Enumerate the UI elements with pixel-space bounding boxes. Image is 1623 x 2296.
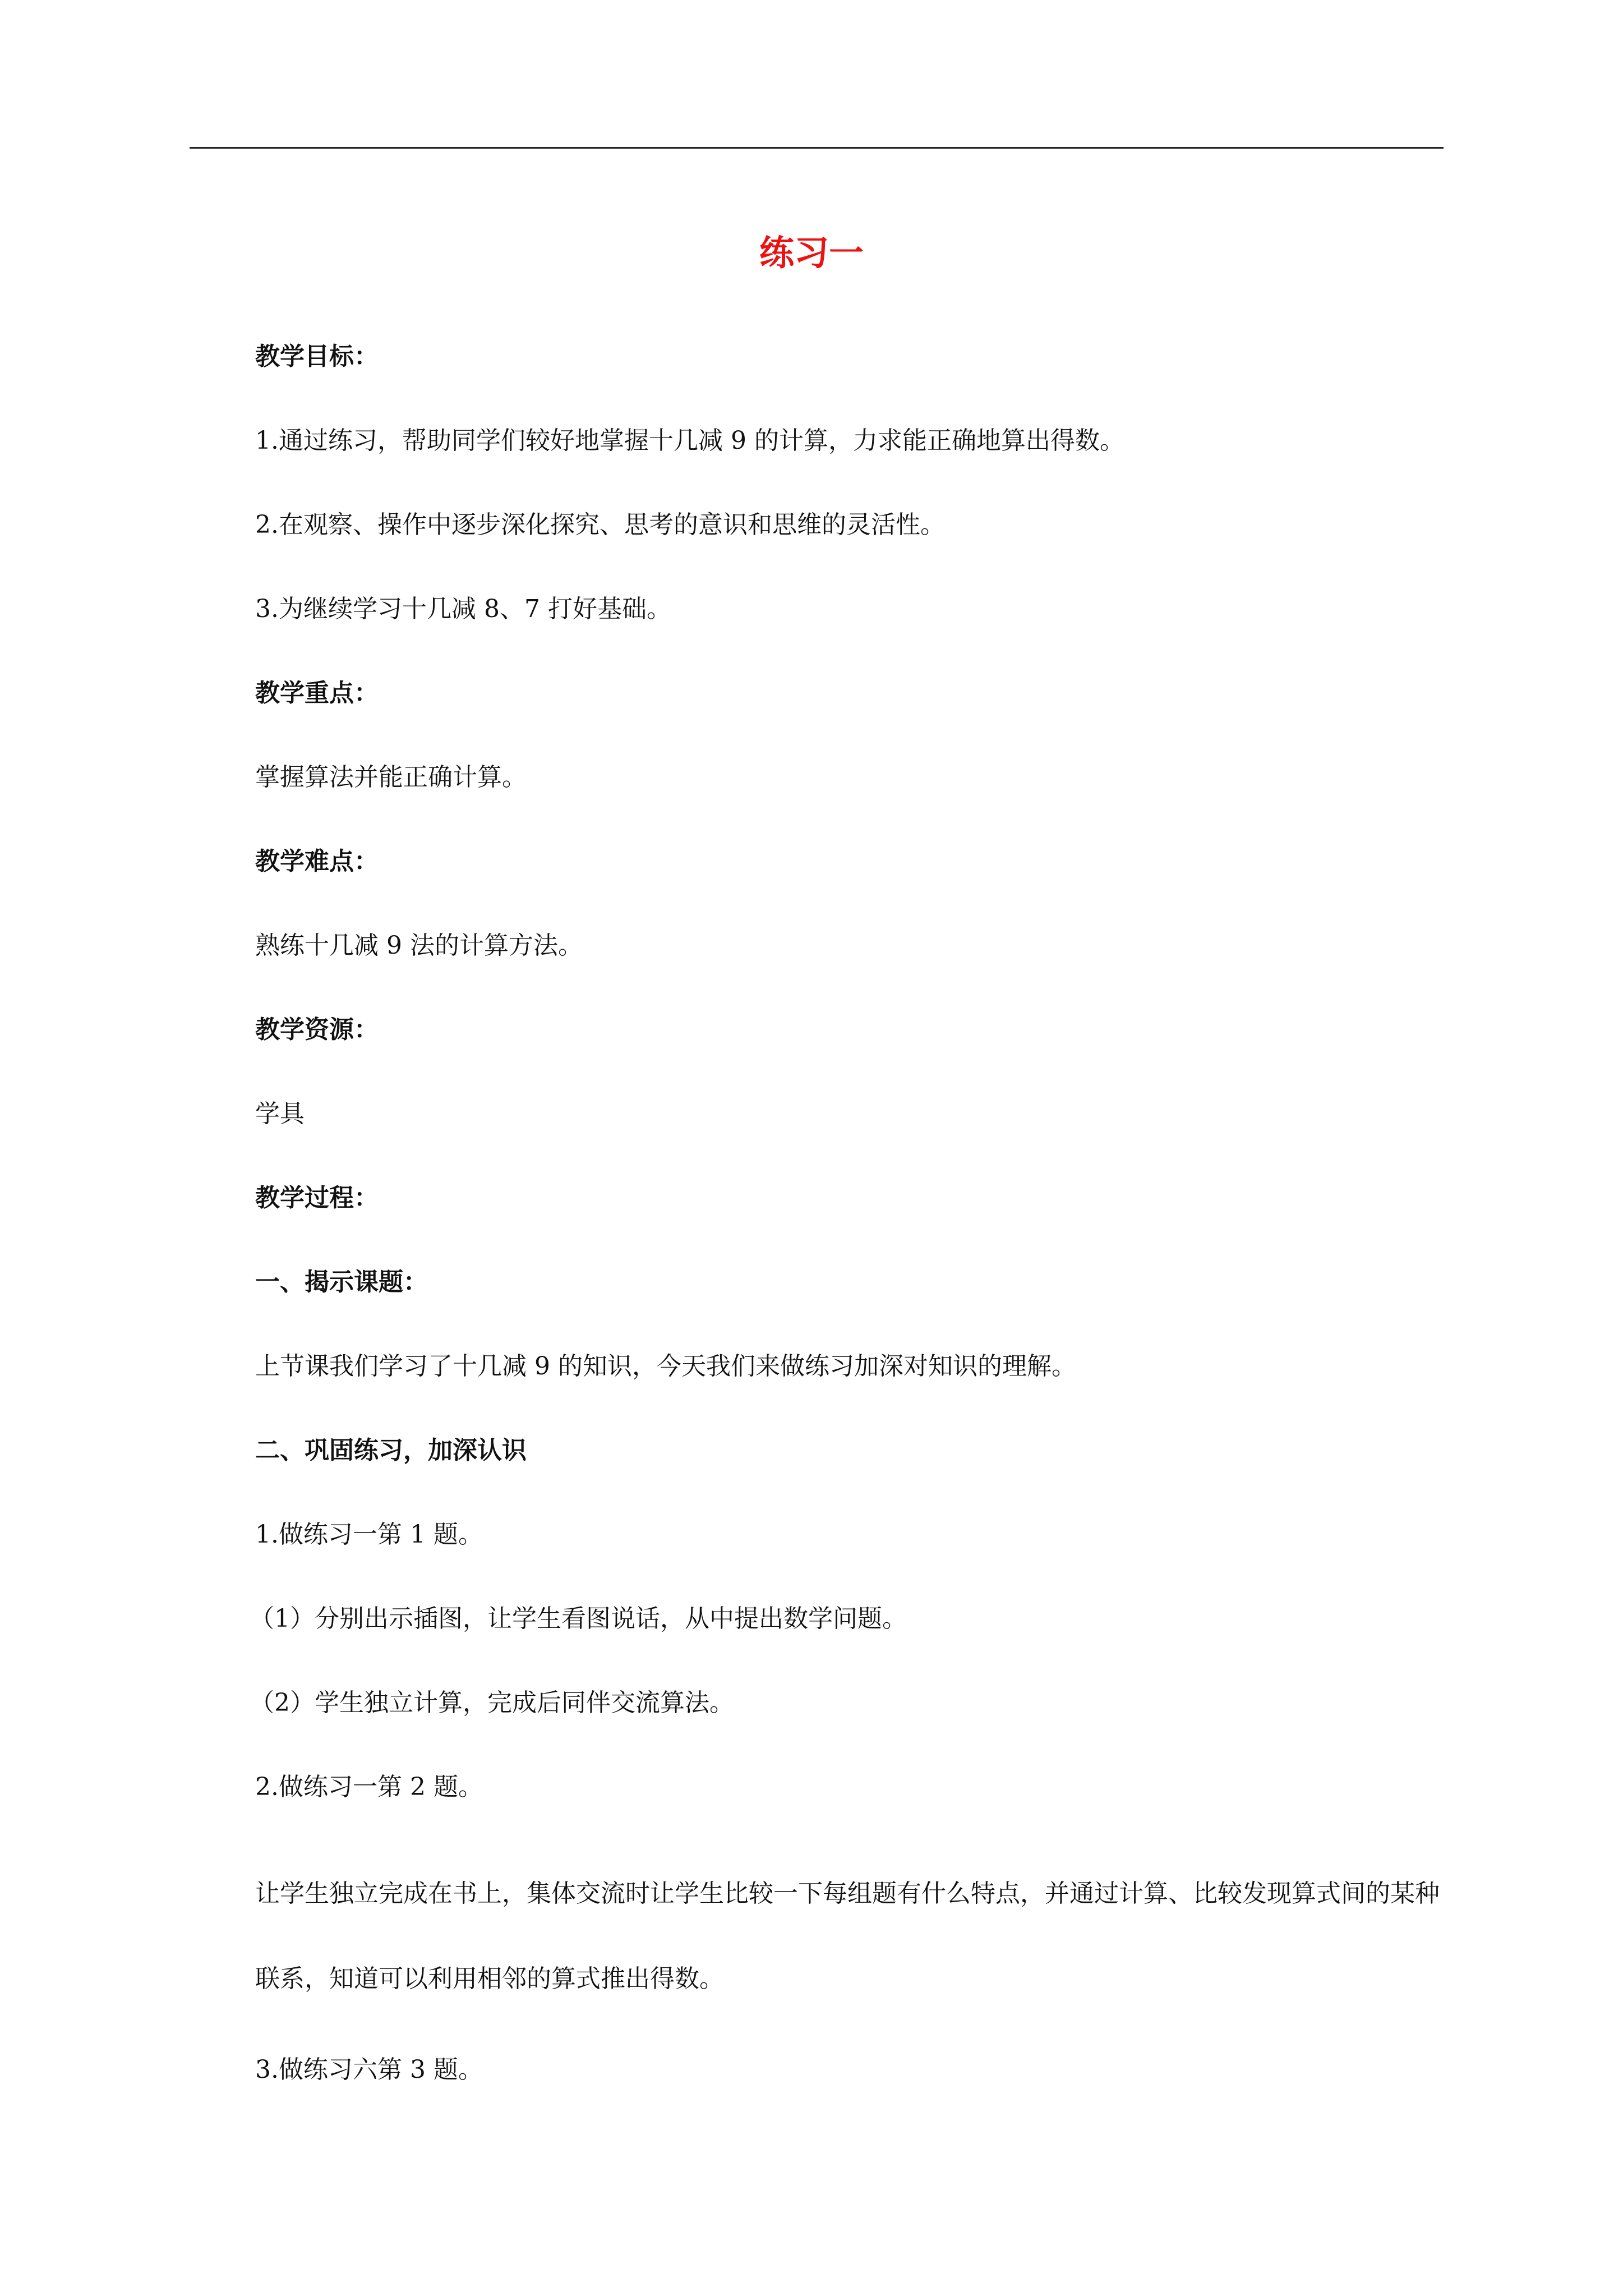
- body-paragraph: 让学生独立完成在书上，集体交流时让学生比较一下每组题有什么特点，并通过计算、比较发现算式间的某种联系，知道可以利用相邻的算式推出得数。: [255, 1879, 1440, 1993]
- body-line: （1）分别出示插图，让学生看图说话，从中提出数学问题。: [250, 1604, 907, 1633]
- section-heading: 教学资源：: [255, 1015, 379, 1044]
- section-heading: 教学过程：: [255, 1184, 379, 1212]
- section-heading: 教学重点：: [255, 679, 379, 707]
- body-line: 1.通过练习，帮助同学们较好地掌握十几减 9 的计算，力求能正确地算出得数。: [255, 426, 1124, 455]
- body-line: 3.为继续学习十几减 8、7 打好基础。: [255, 595, 671, 623]
- body-line: 1.做练习一第 1 题。: [255, 1520, 483, 1549]
- body-line: 上节课我们学习了十几减 9 的知识，今天我们来做练习加深对知识的理解。: [255, 1352, 1076, 1381]
- body-line: （2）学生独立计算，完成后同伴交流算法。: [250, 1688, 734, 1717]
- section-heading: 一、揭示课题：: [255, 1268, 428, 1296]
- body-line: 掌握算法并能正确计算。: [255, 763, 527, 792]
- document-title: 练习一: [759, 232, 864, 273]
- section-heading: 二、巩固练习，加深认识: [255, 1436, 527, 1465]
- header-rule: [190, 147, 1444, 149]
- body-line: 2.在观察、操作中逐步深化探究、思考的意识和思维的灵活性。: [255, 510, 945, 539]
- section-heading: 教学目标：: [255, 342, 379, 371]
- body-line: 熟练十几减 9 法的计算方法。: [255, 931, 583, 960]
- body-line: 2.做练习一第 2 题。: [255, 1773, 483, 1801]
- body-line: 3.做练习六第 3 题。: [255, 2055, 483, 2084]
- body-line: 学具: [255, 1099, 305, 1128]
- section-heading: 教学难点：: [255, 847, 379, 876]
